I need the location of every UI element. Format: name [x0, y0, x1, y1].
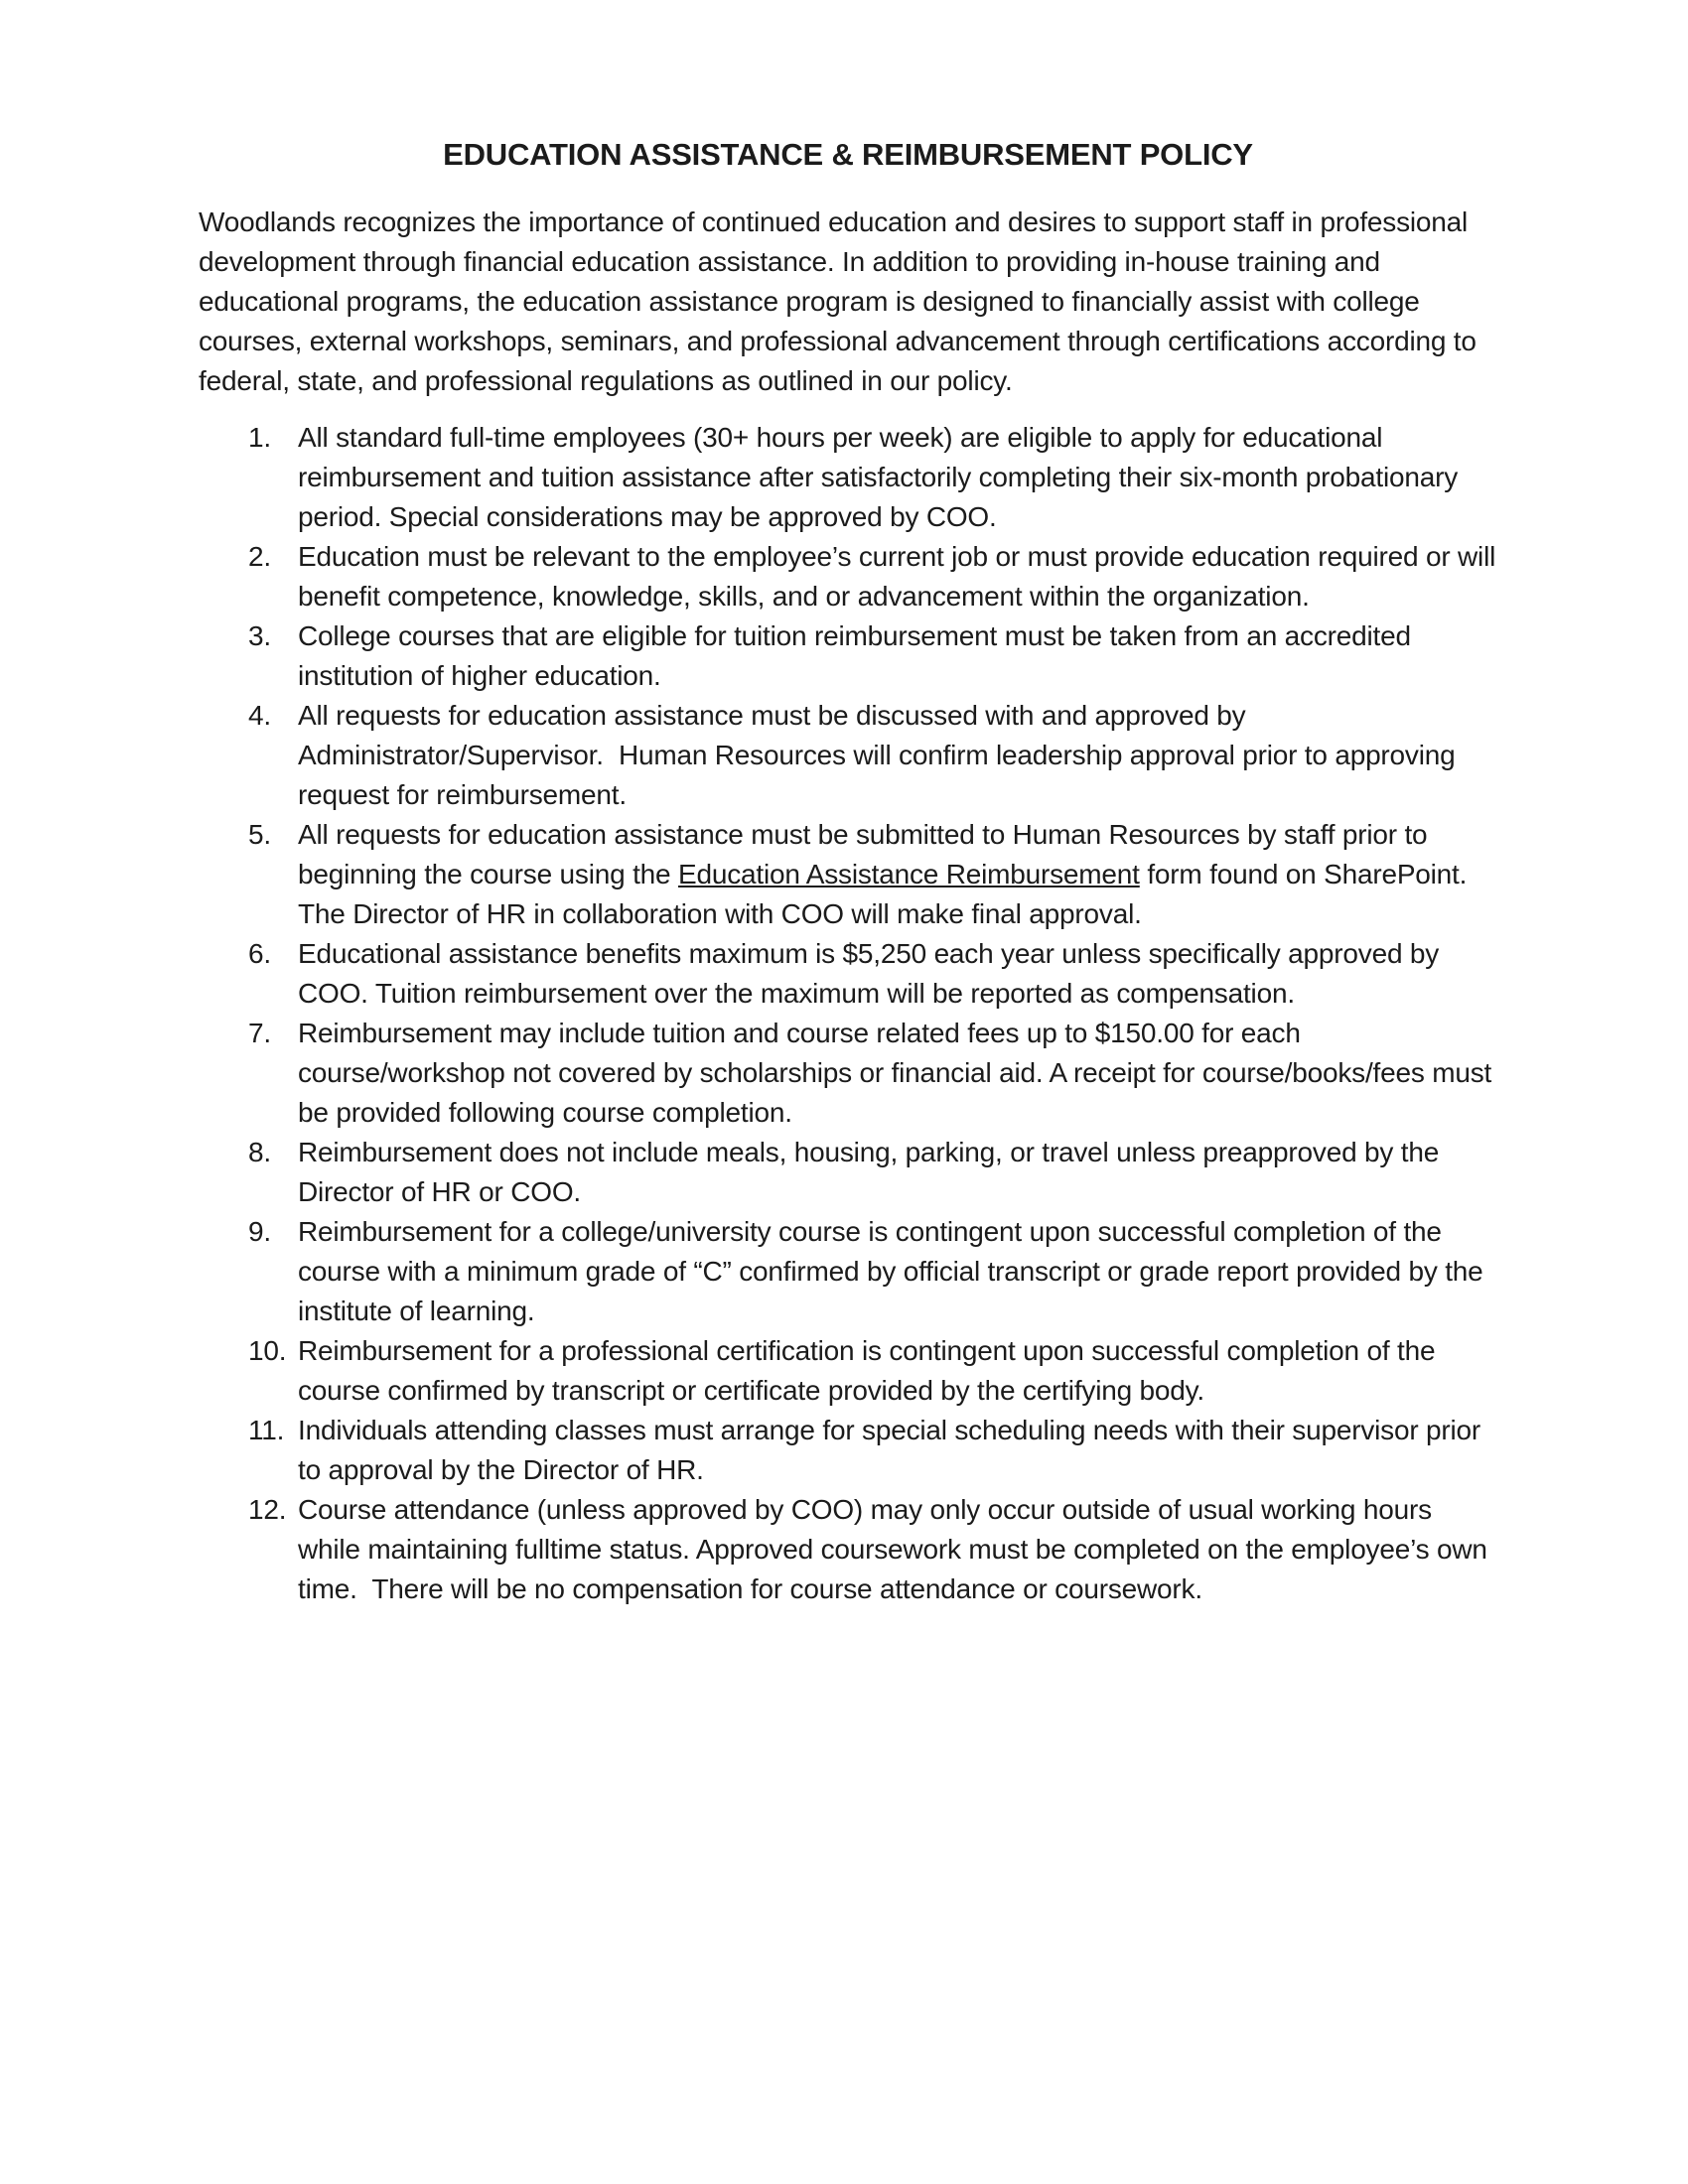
- list-item: [199, 616, 1497, 696]
- intro-paragraph: Woodlands recognizes the importance of continued education and desires to support staff in professional development through financial education assistance. In addition to providing in-house training and educational programs, the education assistance program is designed to financially assist with college courses, external workshops, seminars, and professional advancement through certifications according to federal, state, and professional regulations as outlined in our policy.: [199, 206, 1484, 396]
- list-item: [199, 1133, 1497, 1212]
- list-item: [199, 696, 1497, 815]
- list-item-text: All standard full-time employees (30+ hours per week) are eligible to apply for educational reimbursement and tuition assistance after satisfactorily completing their six-month probationary period. Special considerations may be approved by COO.: [298, 422, 1466, 532]
- list-item-text: All requests for education assistance must be discussed with and approved by Administrator/Supervisor. Human Resources will confirm leadership approval prior to approving request for reimbursement.: [298, 700, 1464, 810]
- list-item: [199, 1212, 1497, 1331]
- list-item-number: 12.: [248, 1494, 287, 1525]
- policy-list: [199, 418, 1503, 1609]
- list-item-number: 7.: [248, 1018, 271, 1048]
- page-title: EDUCATION ASSISTANCE & REIMBURSEMENT POLICY: [443, 137, 1253, 172]
- list-item-text: Reimbursement may include tuition and course related fees up to $150.00 for each course/workshop not covered by scholarships or financial aid. A receipt for course/books/fees must be provided following course completion.: [298, 1018, 1499, 1128]
- list-item-number: 5.: [248, 819, 271, 850]
- list-item-text-segment: form found on SharePoint. The Director of HR in collaboration with COO will make final approval.: [298, 859, 1481, 929]
- list-item-number: 9.: [248, 1216, 271, 1247]
- list-item-text: Educational assistance benefits maximum is $5,250 each year unless specifically approved by COO. Tuition reimbursement over the maximum will be reported as compensation.: [298, 938, 1447, 1009]
- list-item-number: 1.: [248, 422, 271, 453]
- list-item-number: 11.: [248, 1415, 285, 1445]
- list-item-number: 4.: [248, 700, 271, 731]
- list-item-number: 3.: [248, 620, 271, 651]
- list-item-text: Course attendance (unless approved by COO) may only occur outside of usual working hours while maintaining fulltime status. Approved coursework must be completed on the employee’s own time. There will be no compensation for course attendance or coursework.: [298, 1494, 1495, 1604]
- list-item: [199, 537, 1503, 616]
- list-item-text: Reimbursement for a professional certification is contingent upon successful completion of the course confirmed by transcript or certificate provided by the certifying body.: [298, 1335, 1443, 1406]
- list-item: [199, 418, 1497, 537]
- list-item: [199, 1014, 1497, 1133]
- education-assistance-reimbursement-form-link: Education Assistance Reimbursement: [677, 859, 1140, 889]
- list-item: [199, 1411, 1497, 1490]
- list-item-text-segment: All requests for education assistance must be submitted to Human Resources by staff prior to beginning the course using the: [298, 819, 1436, 889]
- list-item-text: Reimbursement for a college/university course is contingent upon successful completion of the course with a minimum grade of “C” confirmed by official transcript or grade report provided by the institute of learning.: [298, 1216, 1491, 1326]
- list-item-number: 2.: [248, 541, 271, 572]
- list-item-number: 8.: [248, 1137, 271, 1167]
- list-item-text: Individuals attending classes must arrange for special scheduling needs with their supervisor prior to approval by the Director of HR.: [298, 1415, 1488, 1485]
- list-item: [199, 934, 1497, 1014]
- list-item-text: College courses that are eligible for tuition reimbursement must be taken from an accredited institution of higher education.: [298, 620, 1419, 691]
- list-item-text: [298, 815, 1497, 934]
- list-item: [199, 1490, 1497, 1609]
- list-item: [199, 1331, 1497, 1411]
- list-item-text: Education must be relevant to the employee’s current job or must provide education required or will benefit competence, knowledge, skills, and or advancement within the organization.: [298, 541, 1503, 612]
- list-item-number: 6.: [248, 938, 271, 969]
- list-item-text: Reimbursement does not include meals, housing, parking, or travel unless preapproved by the Director of HR or COO.: [298, 1137, 1447, 1207]
- list-item: [199, 815, 1497, 934]
- list-item-number: 10.: [248, 1335, 287, 1366]
